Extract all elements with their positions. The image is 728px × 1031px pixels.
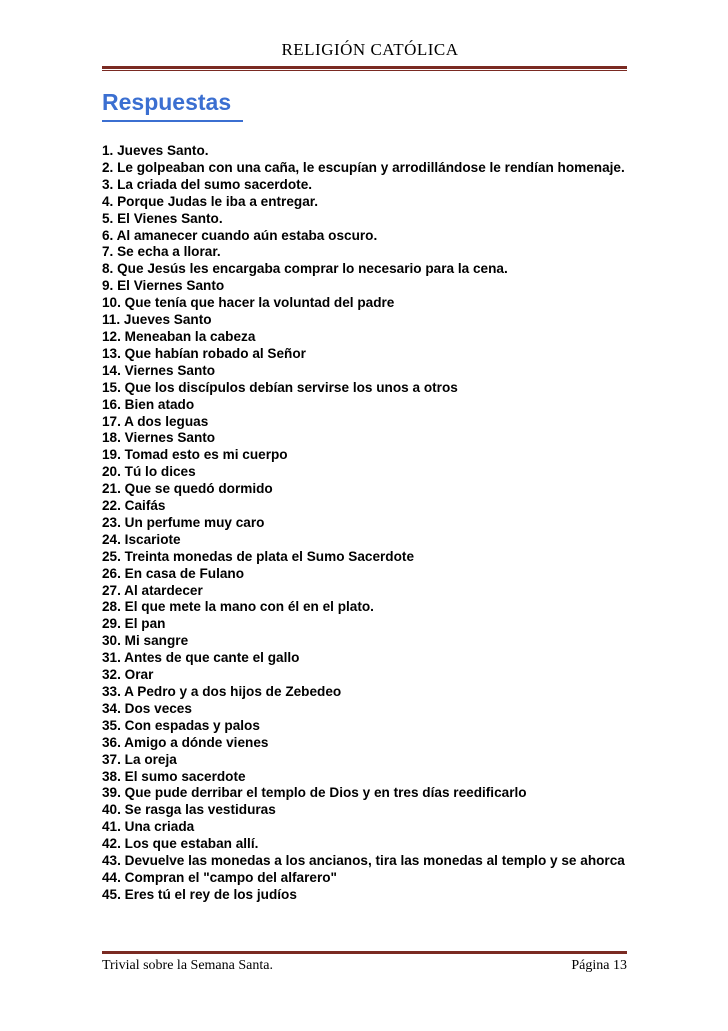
answer-item: 39. Que pude derribar el templo de Dios y en tres días reedificarlo (102, 785, 527, 801)
answer-item: 43. Devuelve las monedas a los ancianos, tira las monedas al templo y se ahorca (102, 853, 625, 869)
answer-item: 6. Al amanecer cuando aún estaba oscuro. (102, 227, 378, 243)
answer-item: 28. El que mete la mano con él en el plato. (102, 599, 374, 615)
answer-item: 9. El Viernes Santo (102, 278, 225, 294)
answer-item: 8. Que Jesús les encargaba comprar lo necesario para la cena. (102, 261, 508, 277)
answer-item: 12. Meneaban la cabeza (102, 328, 256, 344)
answer-item: 1. Jueves Santo. (102, 143, 209, 158)
answer-item: 45. Eres tú el rey de los judíos (102, 886, 297, 902)
answer-item: 19. Tomad esto es mi cuerpo (102, 447, 288, 463)
answer-item: 15. Que los discípulos debían servirse los unos a otros (102, 379, 458, 395)
heading-underline (102, 120, 243, 122)
answer-item: 2. Le golpeaban con una caña, le escupían y arrodillándose le rendían homenaje. (102, 159, 625, 175)
answer-item: 4. Porque Judas le iba a entregar. (102, 193, 319, 209)
answer-item: 36. Amigo a dónde vienes (102, 734, 269, 750)
answer-item: 35. Con espadas y palos (102, 717, 260, 733)
answer-item: 21. Que se quedó dormido (102, 481, 273, 497)
footer-rule (102, 951, 627, 954)
answer-item: 11. Jueves Santo (102, 312, 212, 328)
answer-item: 25. Treinta monedas de plata el Sumo Sacerdote (102, 548, 415, 564)
answer-item: 10. Que tenía que hacer la voluntad del padre (102, 295, 395, 311)
answer-item: 14. Viernes Santo (102, 362, 216, 378)
answer-item: 17. A dos leguas (102, 413, 209, 429)
answer-item: 42. Los que estaban allí. (102, 836, 259, 852)
page-header-title: RELIGIÓN CATÓLICA (281, 40, 459, 59)
answer-item: 44. Compran el "campo del alfarero" (102, 869, 337, 885)
answer-item: 22. Caifás (102, 498, 166, 514)
answer-list (102, 143, 632, 904)
answer-item: 27. Al atardecer (102, 582, 203, 598)
answer-item: 40. Se rasga las vestiduras (102, 802, 276, 818)
answer-item: 33. A Pedro y a dos hijos de Zebedeo (102, 684, 342, 699)
answer-item: 24. Iscariote (102, 531, 181, 547)
answer-item: 16. Bien atado (102, 396, 195, 412)
answer-item: 18. Viernes Santo (102, 430, 216, 446)
answer-item: 32. Orar (102, 667, 154, 683)
answer-item: 13. Que habían robado al Señor (102, 345, 306, 361)
answer-item: 29. El pan (102, 616, 166, 632)
footer-document-title: Trivial sobre la Semana Santa. (102, 958, 273, 973)
answer-item: 37. La oreja (102, 751, 177, 767)
footer-page-number: Página 13 (571, 958, 627, 973)
answer-item: 7. Se echa a llorar. (102, 244, 221, 260)
answer-item: 38. El sumo sacerdote (102, 768, 246, 784)
answer-item: 34. Dos veces (102, 700, 192, 716)
answer-item: 3. La criada del sumo sacerdote. (102, 176, 313, 192)
answer-item: 5. El Vienes Santo. (102, 210, 223, 226)
answer-item: 26. En casa de Fulano (102, 565, 245, 581)
answer-item: 41. Una criada (102, 819, 195, 835)
answer-item: 20. Tú lo dices (102, 464, 196, 480)
answer-item: 23. Un perfume muy caro (102, 514, 265, 530)
section-heading: Respuestas (102, 89, 232, 115)
header-rule-thin (102, 70, 627, 71)
answer-item: 31. Antes de que cante el gallo (102, 650, 300, 666)
answer-item: 30. Mi sangre (102, 633, 189, 649)
header-rule (102, 66, 627, 69)
